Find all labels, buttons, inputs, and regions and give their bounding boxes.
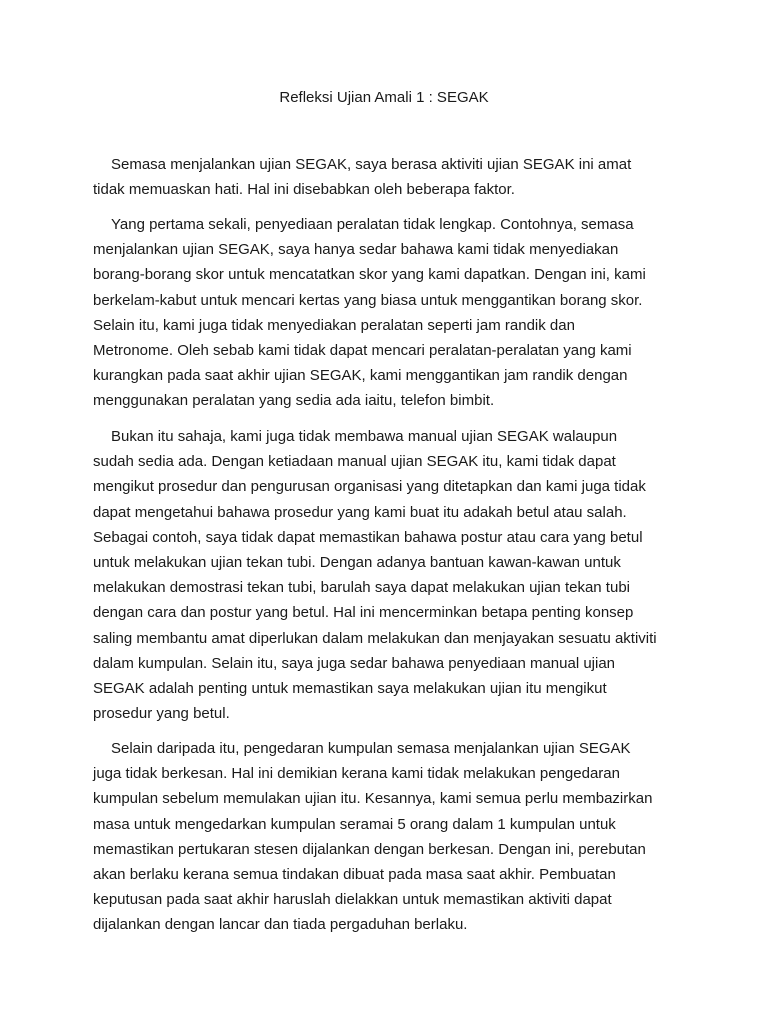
paragraph-line: dalam kumpulan. Selain itu, saya juga sedar bahawa penyediaan manual ujian [93,654,616,672]
paragraph-line: Yang pertama sekali, penyediaan peralatan tidak lengkap. Contohnya, semasa [111,216,634,233]
paragraph-line: Semasa menjalankan ujian SEGAK, saya berasa aktiviti ujian SEGAK ini amat [111,156,632,173]
paragraph-line: tidak memuaskan hati. Hal ini disebabkan oleh beberapa faktor. [93,181,515,199]
paragraph-line: keputusan pada saat akhir haruslah dielakkan untuk memastikan aktiviti dapat [93,891,612,909]
paragraph-line: Selain itu, kami juga tidak menyediakan peralatan seperti jam randik dan [93,316,575,334]
paragraph-line: Metronome. Oleh sebab kami tidak dapat mencari peralatan-peralatan yang kami [93,342,632,360]
paragraph-line: Sebagai contoh, saya tidak dapat memastikan bahawa postur atau cara yang betul [93,528,643,546]
paragraph-line: menggunakan peralatan yang sedia ada iaitu, telefon bimbit. [93,392,495,410]
paragraph-3 [93,424,693,726]
paragraph-line: berkelam-kabut untuk mencari kertas yang biasa untuk menggantikan borang skor. [93,291,643,309]
paragraph-line: kurangkan pada saat akhir ujian SEGAK, kami menggantikan jam randik dengan [93,367,628,385]
paragraph-line: menjalankan ujian SEGAK, saya hanya sedar bahawa kami tidak menyediakan [93,241,619,259]
paragraph-line: dijalankan dengan lancar dan tiada pergaduhan berlaku. [93,916,468,934]
document-title: Refleksi Ujian Amali 1 : SEGAK [279,89,489,106]
paragraph-line: Bukan itu sahaja, kami juga tidak membawa manual ujian SEGAK walaupun [111,428,618,445]
paragraph-line: untuk melakukan ujian tekan tubi. Dengan adanya bantuan kawan-kawan untuk [93,554,621,572]
paragraph-line: sudah sedia ada. Dengan ketiadaan manual ujian SEGAK itu, kami tidak dapat [93,453,616,471]
paragraph-line: SEGAK adalah penting untuk memastikan saya melakukan ujian itu mengikut [93,680,607,698]
paragraph-line: memastikan pertukaran stesen dijalankan dengan berkesan. Dengan ini, perebutan [93,840,646,858]
paragraph-4 [93,736,693,938]
paragraph-line: juga tidak berkesan. Hal ini demikian kerana kami tidak melakukan pengedaran [93,765,620,783]
paragraph-line: borang-borang skor untuk mencatatkan skor yang kami dapatkan. Dengan ini, kami [93,266,646,284]
paragraph-line: Selain daripada itu, pengedaran kumpulan semasa menjalankan ujian SEGAK [111,740,631,757]
paragraph-line: melakukan demostrasi tekan tubi, barulah saya dapat melakukan ujian tekan tubi [93,579,630,597]
paragraph-line: dapat mengetahui bahawa prosedur yang kami buat itu adakah betul atau salah. [93,503,627,521]
paragraph-line: mengikut prosedur dan pengurusan organisasi yang ditetapkan dan kami juga tidak [93,478,646,496]
paragraph-line: saling membantu amat diperlukan dalam melakukan dan menjayakan sesuatu aktiviti [93,629,657,647]
paragraph-line: dengan cara dan postur yang betul. Hal ini mencerminkan betapa penting konsep [93,604,634,622]
paragraph-1 [93,152,693,202]
paragraph-line: prosedur yang betul. [93,705,230,723]
paragraph-line: masa untuk mengedarkan kumpulan seramai 5 orang dalam 1 kumpulan untuk [93,815,616,833]
paragraph-2 [93,212,693,414]
paragraph-line: kumpulan sebelum memulakan ujian itu. Kesannya, kami semua perlu membazirkan [93,790,653,808]
paragraph-line: akan berlaku kerana semua tindakan dibuat pada masa saat akhir. Pembuatan [93,866,616,884]
